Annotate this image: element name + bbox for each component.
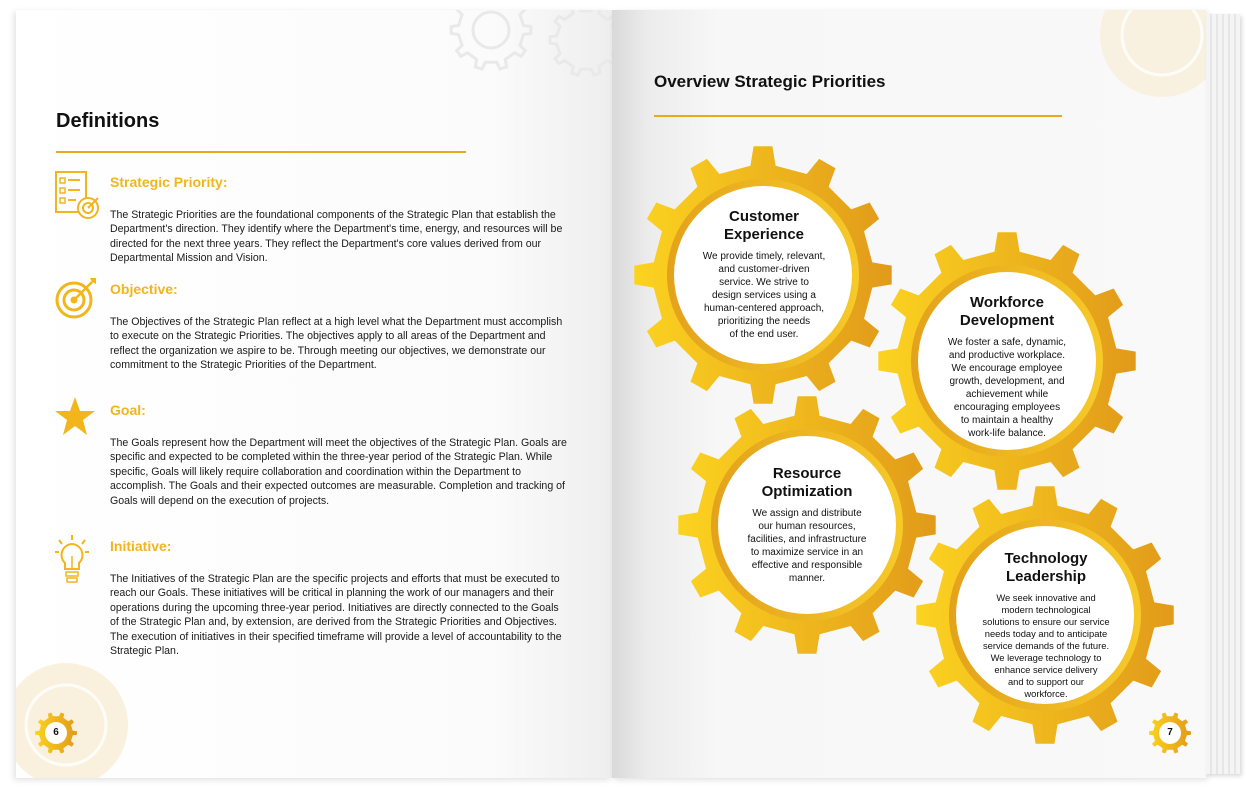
priority-title: Workforce Development <box>959 294 1055 329</box>
target-arrow-icon <box>54 276 98 320</box>
priority-description: We seek innovative and modern technological solutions to ensure our service needs today and to anticipate service demands of the future. We leverage technology to enhance service delivery and to support our workforce. <box>982 592 1110 699</box>
priority-workforce-development <box>918 294 1096 440</box>
definition-heading-strategic-priority: Strategic Priority: <box>110 174 228 190</box>
priority-description: We provide timely, relevant, and customer-driven service. We strive to design services using a human-centered approach, prioritizing the needs of the end user. <box>702 251 826 340</box>
lightbulb-icon <box>54 534 90 586</box>
left-page <box>16 10 612 778</box>
right-page <box>612 10 1206 778</box>
definition-heading-initiative: Initiative: <box>110 538 172 554</box>
page-number: 7 <box>1167 727 1173 738</box>
page-title: Definitions <box>56 110 160 132</box>
definition-body-strategic-priority: The Strategic Priorities are the foundational components of the Strategic Plan that establish the Department's direction. They identify where the Department's time, energy, and resources will be directed for the next three years. They reflect the Department's core values derived from our Departmental Mission and Vision. <box>110 209 563 265</box>
definition-heading-objective: Objective: <box>110 281 178 297</box>
priority-description: We foster a safe, dynamic, and productive workplace. We encourage employee growth, development, and achievement while encouraging employees to maintain a healthy work-life balance. <box>947 337 1067 439</box>
title-divider <box>654 115 1062 117</box>
page-number-badge <box>1148 711 1192 755</box>
decorative-gear-icon <box>446 10 612 110</box>
definition-body-goal: The Goals represent how the Department will meet the objectives of the Strategic Plan. Goals are specific and expected to be completed within the three-year period of the Strategic Plan. While specific, Goals will likely require collaboration and coordination within the Department to accomplish. The Goals and their expected outcomes are measurable. Completion and tracking of Goals will depend on the execution of projects. <box>110 437 567 507</box>
definition-heading-goal: Goal: <box>110 402 146 418</box>
definition-body-initiative: The Initiatives of the Strategic Plan are the specific projects and efforts that must be executed to reach our Goals. These initiatives will be critical in planning the work of our managers and their operations during the upcoming three-year period. Initiatives are directly connected to the Goals of the Strategic Plan and, by extension, are derived from the Strategic Priorities and Objectives. The execution of initiatives in their specified timeframe will provide a level of accountability to the Strategic Plan. <box>110 573 562 658</box>
priority-technology-leadership <box>954 550 1138 700</box>
title-divider <box>56 151 466 153</box>
priority-description: We assign and distribute our human resources, facilities, and infrastructure to maximize service in an effective and responsible manner. <box>747 508 867 584</box>
priority-customer-experience <box>672 208 856 341</box>
page-edges <box>1206 14 1240 774</box>
definition-body-objective: The Objectives of the Strategic Plan reflect at a high level what the Department must accomplish to execute on the Strategic Priorities. The objectives apply to all areas of the Department and reflect the organization we aspire to be. Through meeting our objectives, we demonstrate our commitment to the Strategic Priorities of the Department. <box>110 316 563 372</box>
page-number-badge <box>34 711 78 755</box>
priority-title: Customer Experience <box>723 208 805 243</box>
page-number: 6 <box>53 727 59 738</box>
star-icon <box>54 396 96 436</box>
priority-resource-optimization <box>716 465 898 585</box>
checklist-target-icon <box>54 170 102 222</box>
priority-title: Resource Optimization <box>761 465 853 500</box>
page-title: Overview Strategic Priorities <box>654 72 886 91</box>
decorative-gear-icon <box>1082 10 1206 140</box>
priority-title: Technology Leadership <box>1004 550 1088 585</box>
